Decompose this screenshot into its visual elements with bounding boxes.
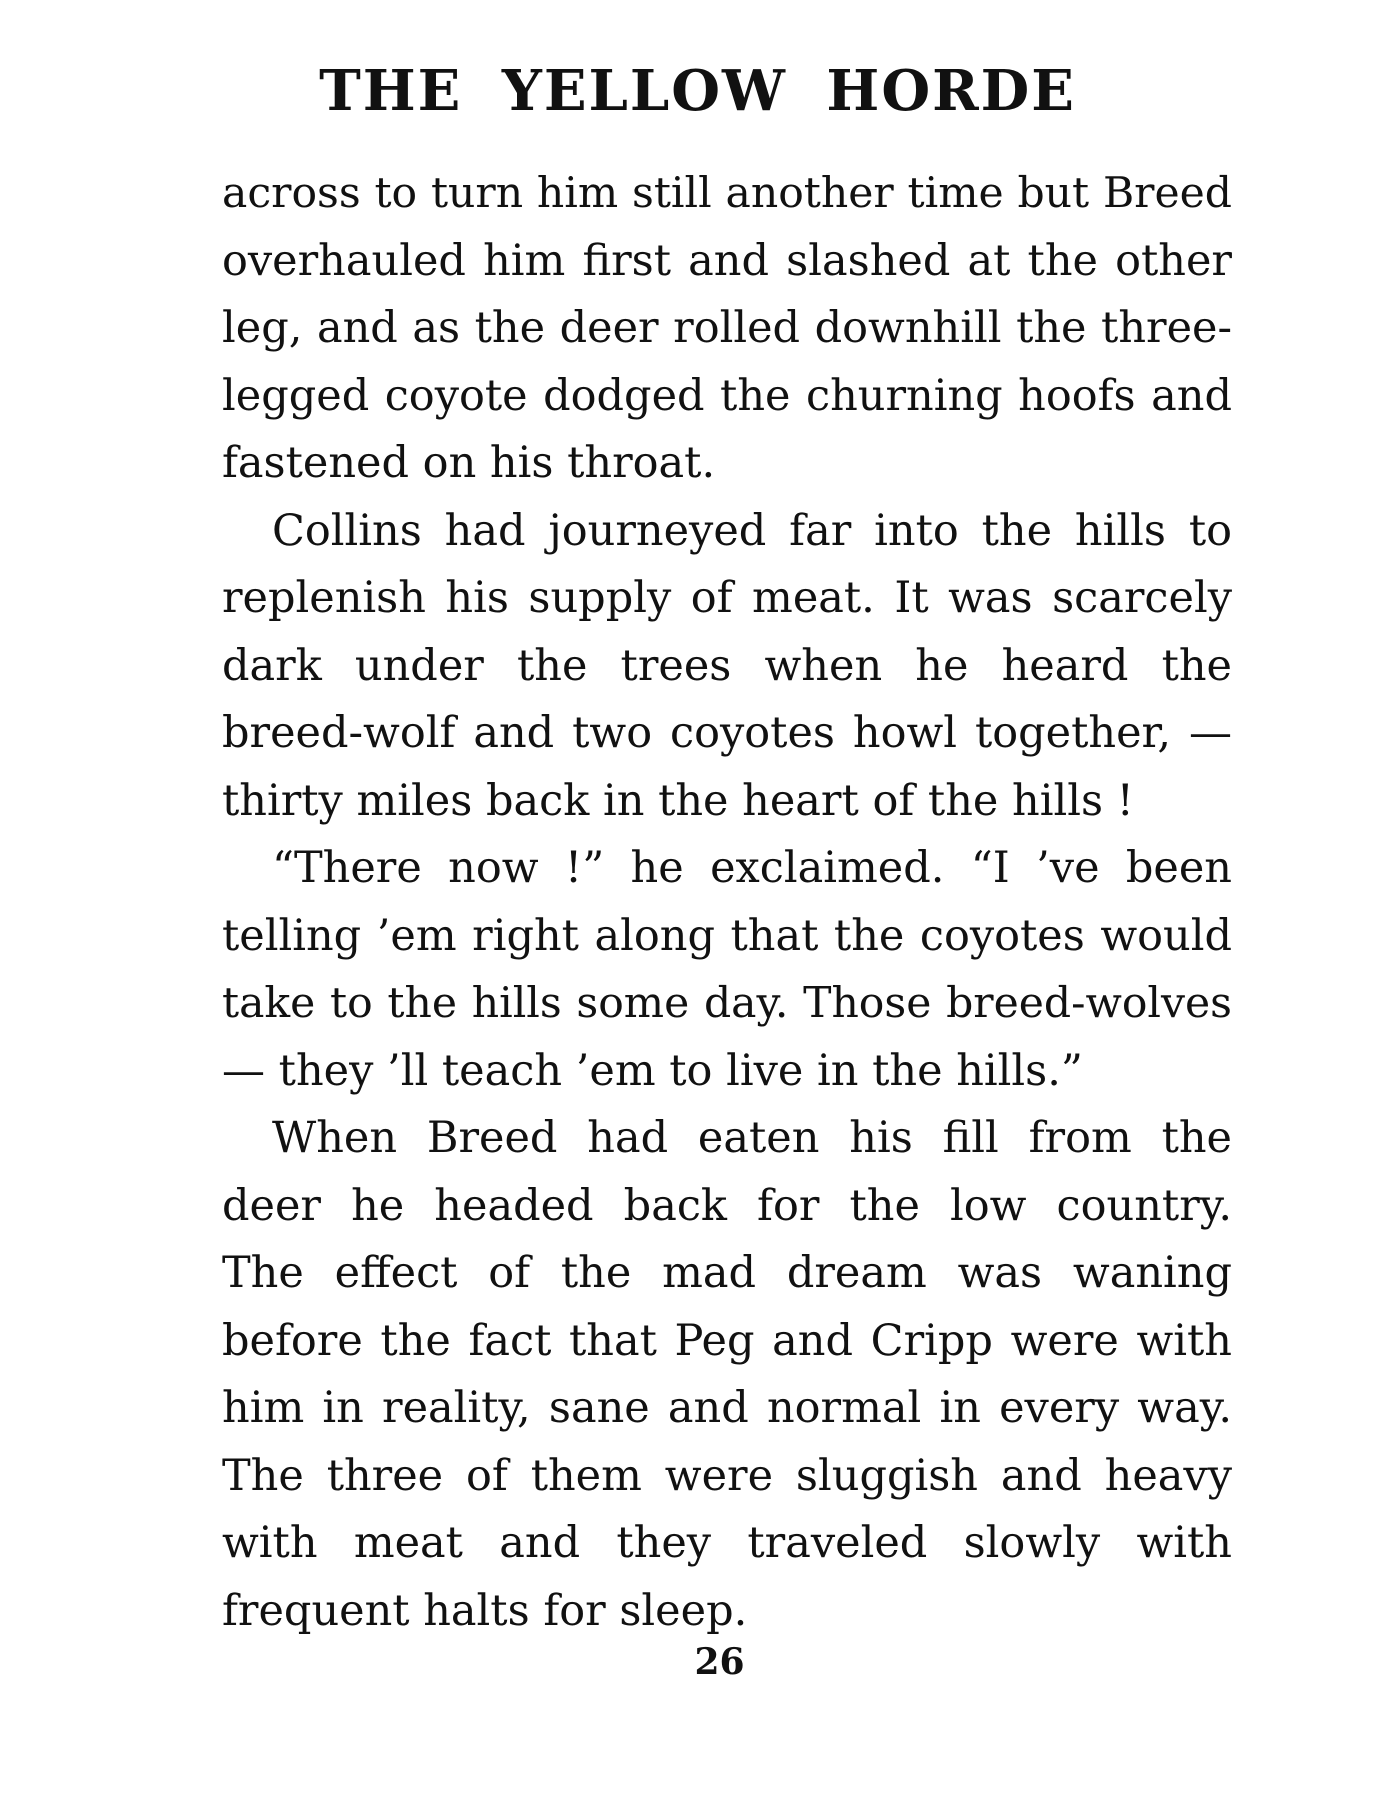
- page-number: 26: [694, 1641, 745, 1683]
- text-line: deer he headed back for the low country.: [222, 1180, 1232, 1231]
- text-line: fastened on his throat.: [222, 438, 716, 488]
- text-line: telling ’em right along that the coyotes would: [222, 910, 1232, 961]
- body-text: [222, 160, 1232, 1645]
- text-line: thirty miles back in the heart of the hills !: [222, 775, 1134, 826]
- text-line: before the fact that Peg and Cripp were with: [222, 1315, 1232, 1366]
- text-line: take to the hills some day. Those breed-wolves: [222, 979, 1232, 1028]
- running-title: THE YELLOW HORDE: [319, 58, 1076, 124]
- text-line: dark under the trees when he heard the: [222, 640, 1232, 691]
- text-line: frequent halts for sleep.: [222, 1585, 748, 1636]
- text-line: overhauled him first and slashed at the other: [222, 235, 1232, 286]
- paragraph-first-line: “There now !” he exclaimed. “I ’ve been: [272, 843, 1232, 893]
- text-line: leg, and as the deer rolled downhill the three-: [222, 303, 1232, 353]
- text-line: with meat and they traveled slowly with: [222, 1518, 1232, 1568]
- text-line: — they ’ll teach ’em to live in the hills.”: [222, 1045, 1083, 1096]
- text-line: across to turn him still another time but Breed: [222, 169, 1232, 218]
- text-line: legged coyote dodged the churning hoofs and: [222, 370, 1232, 421]
- paragraph-first-line: When Breed had eaten his fill from the: [272, 1113, 1232, 1163]
- text-line: replenish his supply of meat. It was scarcely: [222, 573, 1232, 623]
- text-line: The three of them were sluggish and heavy: [222, 1450, 1232, 1501]
- text-line: The effect of the mad dream was waning: [222, 1248, 1232, 1298]
- text-line: him in reality, sane and normal in every way.: [222, 1383, 1232, 1433]
- text-line: breed-wolf and two coyotes howl together, —: [222, 708, 1232, 758]
- paragraph-first-line: Collins had journeyed far into the hills to: [272, 505, 1232, 556]
